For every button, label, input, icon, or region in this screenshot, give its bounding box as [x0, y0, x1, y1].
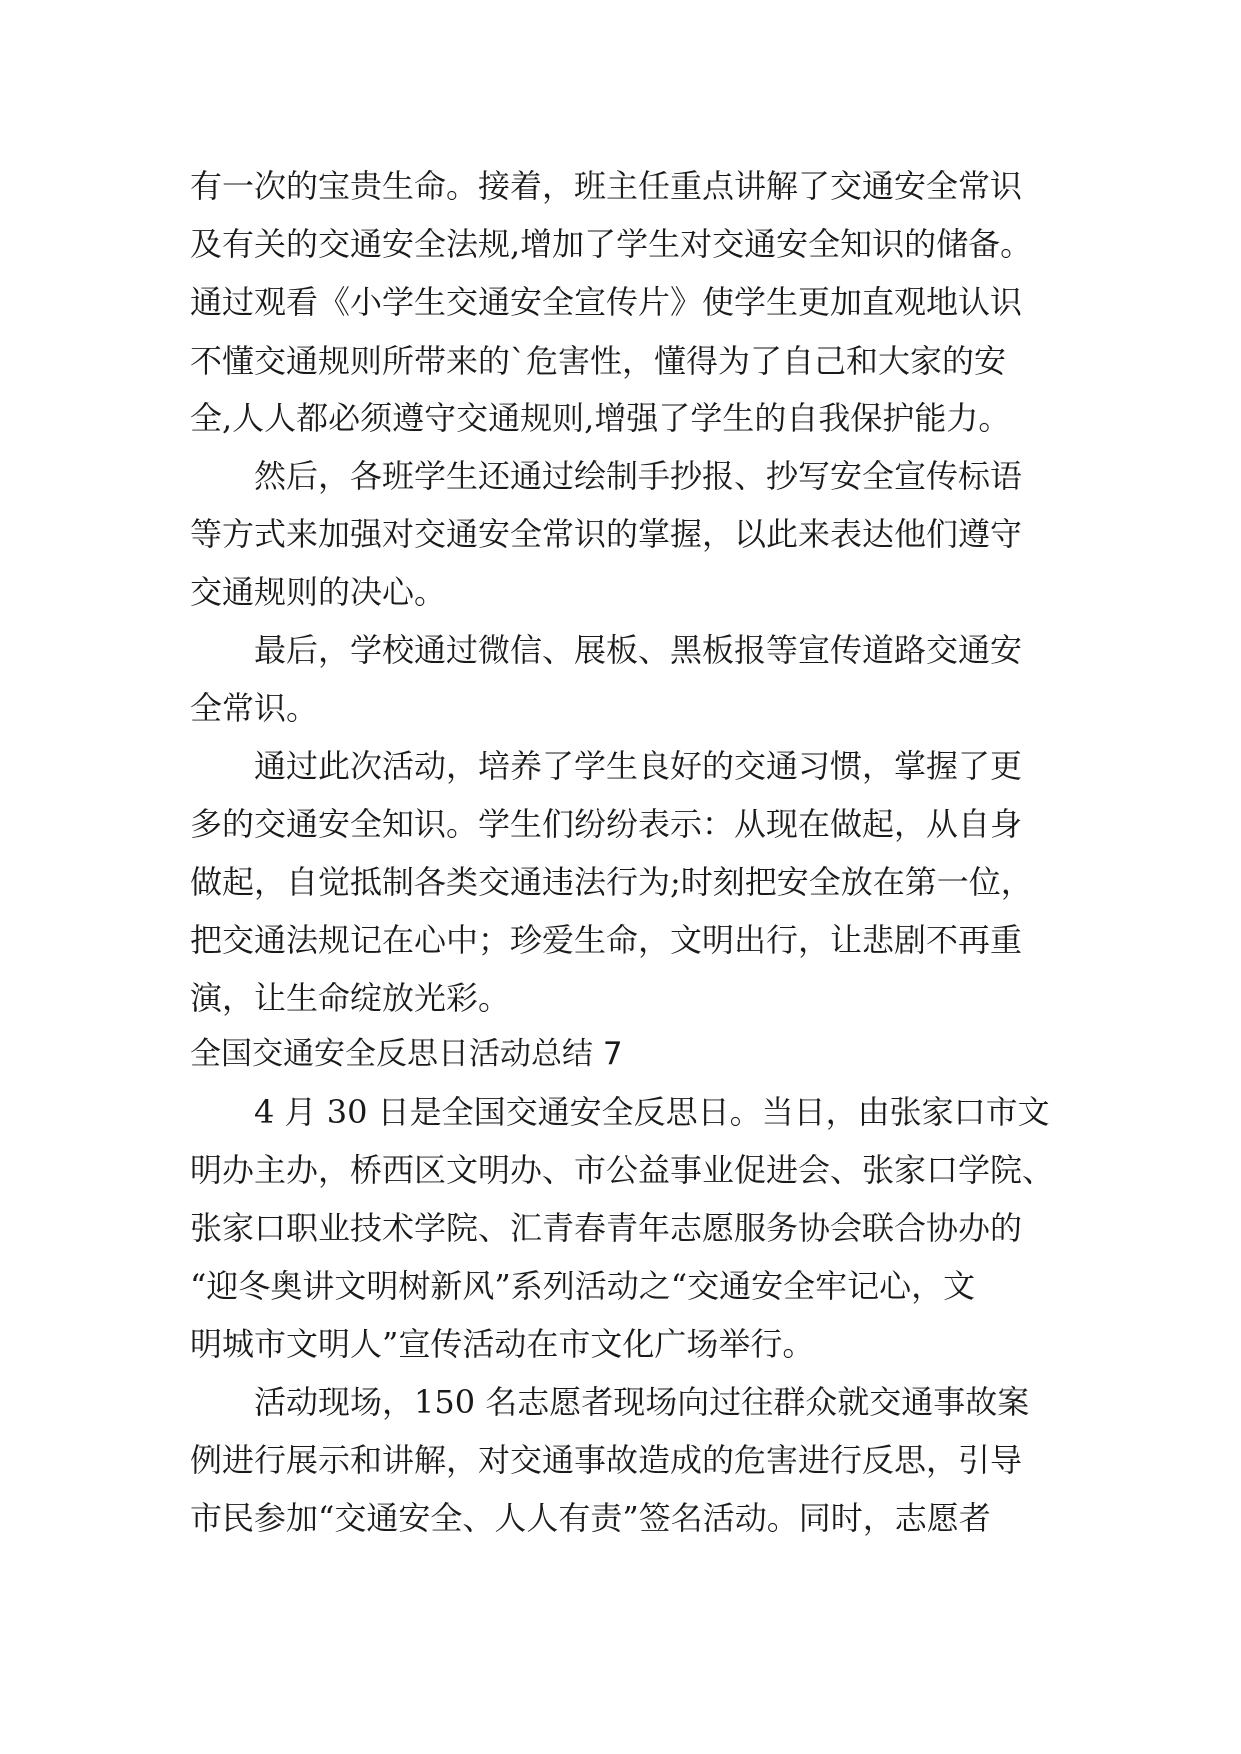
paragraph-first-line: 然后，各班学生还通过绘制手抄报、抄写安全宣传标语: [254, 457, 1023, 495]
text-line: 多的交通安全知识。学生们纷纷表示：从现在做起，从自身: [190, 805, 1023, 843]
text-line: 等方式来加强对交通安全常识的掌握，以此来表达他们遵守: [190, 515, 1023, 553]
text-line: 市民参加“交通安全、人人有责”签名活动。同时，志愿者: [190, 1499, 991, 1537]
text-line: 全常识。: [190, 689, 319, 727]
text-line: 有一次的宝贵生命。接着，班主任重点讲解了交通安全常识: [190, 167, 1023, 205]
text-line: 明办主办，桥西区文明办、市公益事业促进会、张家口学院、: [190, 1151, 1055, 1189]
text-line: 交通规则的决心。: [190, 573, 447, 611]
text-line: 例进行展示和讲解，对交通事故造成的危害进行反思，引导: [190, 1441, 1023, 1479]
paragraph-first-line: 活动现场，150 名志愿者现场向过往群众就交通事故案: [254, 1383, 1030, 1421]
text-line: 演，让生命绽放光彩。: [190, 979, 511, 1017]
paragraph-first-line: 通过此次活动，培养了学生良好的交通习惯，掌握了更: [254, 747, 1023, 785]
text-line: 张家口职业技术学院、汇青春青年志愿服务协会联合协办的: [190, 1209, 1023, 1247]
section-heading: 全国交通安全反思日活动总结 7: [190, 1036, 623, 1072]
text-line: 明城市文明人”宣传活动在市文化广场举行。: [190, 1325, 815, 1363]
text-line: 做起，自觉抵制各类交通违法行为;时刻把安全放在第一位，: [190, 863, 1033, 901]
paragraph-first-line: 4 月 30 日是全国交通安全反思日。当日，由张家口市文: [254, 1093, 1050, 1131]
text-line: 及有关的交通安全法规,增加了学生对交通安全知识的储备。: [190, 225, 1033, 263]
paragraph-first-line: 最后，学校通过微信、展板、黑板报等宣传道路交通安: [254, 631, 1023, 669]
text-line: 通过观看《小学生交通安全宣传片》使学生更加直观地认识: [190, 283, 1023, 321]
text-line: 把交通法规记在心中；珍爱生命，文明出行，让悲剧不再重: [190, 921, 1023, 959]
text-line: 不懂交通规则所带来的`危害性，懂得为了自己和大家的安: [190, 342, 1007, 380]
text-line: “迎冬奥讲文明树新风”系列活动之“交通安全牢记心，文: [190, 1267, 976, 1305]
text-line: 全,人人都必须遵守交通规则,增强了学生的自我保护能力。: [190, 399, 1011, 437]
